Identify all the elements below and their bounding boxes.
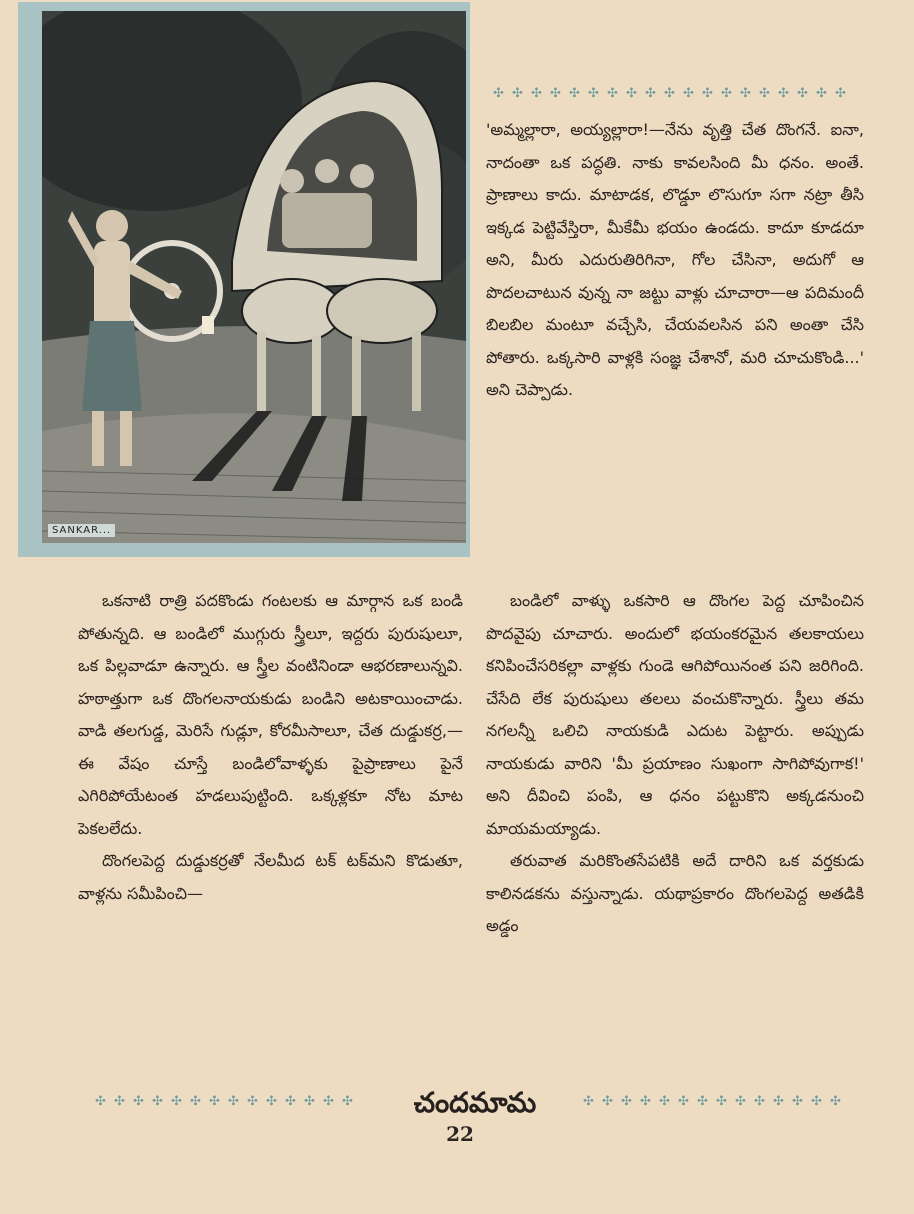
ornament-icon: ✣ xyxy=(778,86,789,101)
ornament-icon: ✣ xyxy=(531,86,542,101)
illustration-drawing xyxy=(42,11,466,543)
text-column-left xyxy=(78,585,463,910)
ornament-icon: ✣ xyxy=(721,86,732,101)
ornament-icon: ✣ xyxy=(816,86,827,101)
text-column-right-bottom xyxy=(486,585,864,943)
ornament-icon: ✣ xyxy=(588,86,599,101)
ornament-icon: ✣ xyxy=(247,1094,258,1109)
illustrator-signature: SANKAR... xyxy=(48,524,115,537)
ornament-icon: ✣ xyxy=(209,1094,220,1109)
ornament-icon: ✣ xyxy=(835,86,846,101)
ornament-icon: ✣ xyxy=(664,86,675,101)
ornament-icon: ✣ xyxy=(323,1094,334,1109)
paragraph: తరువాత మరికొంతసేపటికి అదే దారిని ఒక వర్తకుడు కాలినడకను వస్తున్నాడు. యథాప్రకారం దొంగలపెద్ద అతడికి అడ్డం xyxy=(486,851,864,935)
ornament-icon: ✣ xyxy=(830,1094,841,1109)
ornament-icon: ✣ xyxy=(607,86,618,101)
paragraph: ఒకనాటి రాత్రి పదకొండు గంటలకు ఆ మార్గాన ఒక బండి పోతున్నది. ఆ బండిలో ముగ్గురు స్త్రీలూ, ఇద్దరు పురుషులూ, ఒక పిల్లవాడూ ఉన్నారు. ఆ స్త్రీల వంటినిండా ఆభరణాలున్నవి. హఠాత్తుగా ఒక దొంగలనాయకుడు బండిని అటకాయించాడు. వాడి తలగుడ్డ, మెరిసే గుడ్లూ, కోరమీసాలూ, చేత దుడ్డుకర్ర,—ఈ వేషం చూస్తే బండిలోవాళ్ళకు పైప్రాణాలు పైనే ఎగిరిపోయేటంత హడలుపుట్టింది. ఒక్కళ్లకూ నోట మాట పెకలలేదు. xyxy=(78,591,463,838)
ornament-icon: ✣ xyxy=(621,1094,632,1109)
ornament-icon: ✣ xyxy=(683,86,694,101)
ornament-icon: ✣ xyxy=(792,1094,803,1109)
ornament-icon: ✣ xyxy=(569,86,580,101)
illustration-frame xyxy=(18,2,470,557)
ornament-icon: ✣ xyxy=(797,86,808,101)
ornament-icon: ✣ xyxy=(702,86,713,101)
ornamental-border-top xyxy=(490,86,849,101)
ornament-icon: ✣ xyxy=(512,86,523,101)
ornament-icon: ✣ xyxy=(773,1094,784,1109)
ornament-icon: ✣ xyxy=(550,86,561,101)
ornament-icon: ✣ xyxy=(811,1094,822,1109)
paragraph: బండిలో వాళ్ళు ఒకసారి ఆ దొంగల పెద్ద చూపించిన పొదవైపు చూచారు. అందులో భయంకరమైన తలకాయలు కనిపించేసరికల్లా వాళ్లకు గుండె ఆగిపోయినంత పని జరిగింది. చేసేది లేక పురుషులు తలలు వంచుకొన్నారు. స్త్రీలు తమ నగలన్నీ ఒలిచి నాయకుడి ఎదుట పెట్టారు. అప్పుడు నాయకుడు వారిని 'మీ ప్రయాణం సుఖంగా సాగిపోవుగాక!' అని దీవించి పంపి, ఆ ధనం పట్టుకొని అక్కడనుంచి మాయమయ్యాడు. xyxy=(486,591,864,838)
paragraph: 'అమ్మల్లారా, అయ్యల్లారా!—నేను వృత్తి చేత దొంగనే. ఐనా, నాదంతా ఒక పద్ధతి. నాకు కావలసింది మీ ధనం. అంతే. ప్రాణాలు కాదు. మాటాడక, లొడ్డూ లొసుగూ సగా నట్రా తీసి ఇక్కడ పెట్టివేస్తిరా, మీకేమీ భయం ఉండదు. కాదూ కూడదూ అని, మీరు ఎదురుతిరిగినా, గోల చేసినా, అదుగో ఆ పొదలచాటున వున్న నా జట్టు వాళ్లు చూచారా—ఆ పదిమందీ బిలబిల మంటూ వచ్చేసి, చేయవలసిన పని అంతా చేసి పోతారు. ఒక్కసారి వాళ్లకి సంజ్ఞ చేశానో, మరి చూచుకొండి...' అని చెప్పాడు. xyxy=(486,120,864,399)
ornament-icon: ✣ xyxy=(171,1094,182,1109)
ornament-icon: ✣ xyxy=(602,1094,613,1109)
ornamental-border-footer-right xyxy=(580,1094,844,1109)
ornament-icon: ✣ xyxy=(152,1094,163,1109)
ornament-icon: ✣ xyxy=(190,1094,201,1109)
ornament-icon: ✣ xyxy=(342,1094,353,1109)
text-column-right-top xyxy=(486,114,864,407)
ornament-icon: ✣ xyxy=(228,1094,239,1109)
ornament-icon: ✣ xyxy=(759,86,770,101)
ornament-icon: ✣ xyxy=(645,86,656,101)
ornament-icon: ✣ xyxy=(640,1094,651,1109)
ornament-icon: ✣ xyxy=(678,1094,689,1109)
ornament-icon: ✣ xyxy=(285,1094,296,1109)
ornament-icon: ✣ xyxy=(659,1094,670,1109)
illustration-bullock-cart-robbery xyxy=(42,11,466,543)
ornament-icon: ✣ xyxy=(740,86,751,101)
ornament-icon: ✣ xyxy=(133,1094,144,1109)
ornament-icon: ✣ xyxy=(626,86,637,101)
ornament-icon: ✣ xyxy=(266,1094,277,1109)
ornament-icon: ✣ xyxy=(716,1094,727,1109)
ornament-icon: ✣ xyxy=(583,1094,594,1109)
ornament-icon: ✣ xyxy=(95,1094,106,1109)
ornament-icon: ✣ xyxy=(114,1094,125,1109)
ornamental-border-footer-left xyxy=(92,1094,356,1109)
ornament-icon: ✣ xyxy=(304,1094,315,1109)
ornament-icon: ✣ xyxy=(735,1094,746,1109)
ornament-icon: ✣ xyxy=(754,1094,765,1109)
ornament-icon: ✣ xyxy=(493,86,504,101)
paragraph: దొంగలపెద్ద దుడ్డుకర్రతో నేలమీద టక్ టక్‌మని కొడుతూ, వాళ్లను సమీపించి— xyxy=(78,851,463,903)
magazine-title: చందమామ xyxy=(413,1086,537,1119)
page-number: 22 xyxy=(446,1122,474,1146)
ornament-icon: ✣ xyxy=(697,1094,708,1109)
